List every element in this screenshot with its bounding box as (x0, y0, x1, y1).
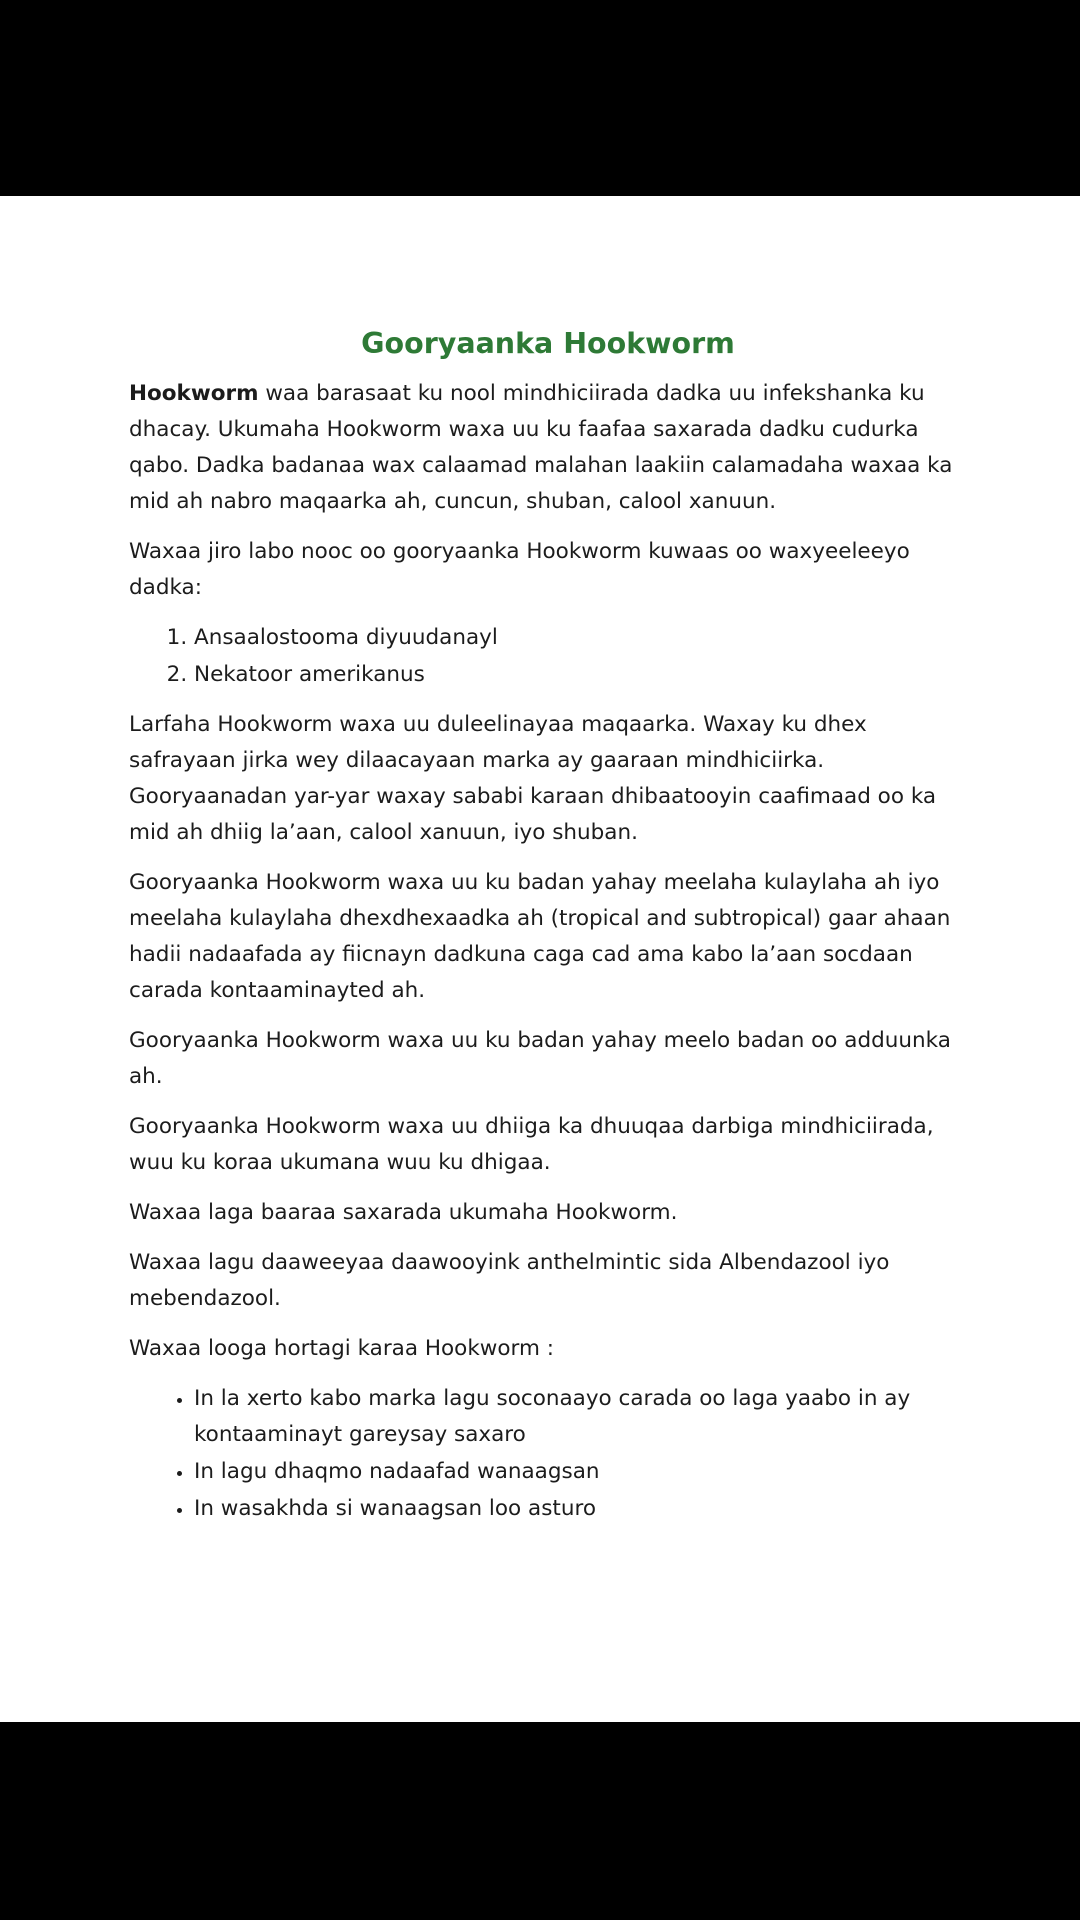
intro-text: waa barasaat ku nool mindhiciirada dadka uu infekshanka ku dhacay. Ukumaha Hookworm waxa uu ku faafaa saxarada dadku cudurka qabo. Dadka badanaa wax calaamad malahan laakiin calamadaha waxaa ka mid ah nabro maqaarka ah, cuncun, shuban, calool xanuun. (129, 381, 953, 514)
list-item: • In lagu dhaqmo nadaafad wanaagsan (194, 1454, 969, 1490)
paragraph-lifecycle: Gooryaanka Hookworm waxa uu dhiiga ka dhuuqaa darbiga mindhiciirada, wuu ku koraa ukumana wuu ku dhigaa. (129, 1114, 934, 1175)
list-item: • In la xerto kabo marka lagu soconaayo carada oo laga yaabo in ay kontaaminayt gareysay saxaro (194, 1381, 969, 1453)
paragraph-transmission: Larfaha Hookworm waxa uu duleelinayaa maqaarka. Waxay ku dhex safrayaan jirka wey dilaacayaan marka ay gaaraan mindhiciirka. Gooryaanadan yar-yar waxay sababi karaan dhibaatooyin caafimaad oo ka mid ah dhiig la’aan, calool xanuun, iyo shuban. (129, 712, 937, 845)
top-black-bar (0, 0, 1080, 196)
prevention-intro: Waxaa looga hortagi karaa Hookworm : (129, 1336, 555, 1361)
paragraph-treatment: Waxaa lagu daaweeyaa daawooyink anthelmintic sida Albendazool iyo mebendazool. (129, 1250, 890, 1311)
document-page (0, 196, 1080, 1722)
intro-paragraph (129, 376, 969, 520)
list-item: • In wasakhda si wanaagsan loo asturo (194, 1491, 969, 1527)
types-intro: Waxaa jiro labo nooc oo gooryaanka Hookworm kuwaas oo waxyeeleeyo dadka: (129, 539, 910, 600)
paragraph-prevalence: Gooryaanka Hookworm waxa uu ku badan yahay meelo badan oo adduunka ah. (129, 1028, 951, 1089)
prevention-list (129, 1381, 969, 1527)
list-item: 1. Ansaalostooma diyuudanayl (194, 620, 969, 656)
list-item: 2. Nekatoor amerikanus (194, 657, 969, 693)
types-list (129, 620, 969, 693)
bottom-black-bar (0, 1722, 1080, 1920)
document-content (129, 326, 969, 1541)
paragraph-diagnosis: Waxaa laga baaraa saxarada ukumaha Hookworm. (129, 1200, 678, 1225)
intro-lead-term: Hookworm (129, 381, 259, 406)
paragraph-regions: Gooryaanka Hookworm waxa uu ku badan yahay meelaha kulaylaha ah iyo meelaha kulaylaha dhexdhexaadka ah (tropical and subtropical) gaar ahaan hadii nadaafada ay fiicnayn dadkuna caga cad ama kabo la’aan socdaan carada kontaaminayted ah. (129, 870, 951, 1003)
document-title: Gooryaanka Hookworm (361, 327, 735, 360)
